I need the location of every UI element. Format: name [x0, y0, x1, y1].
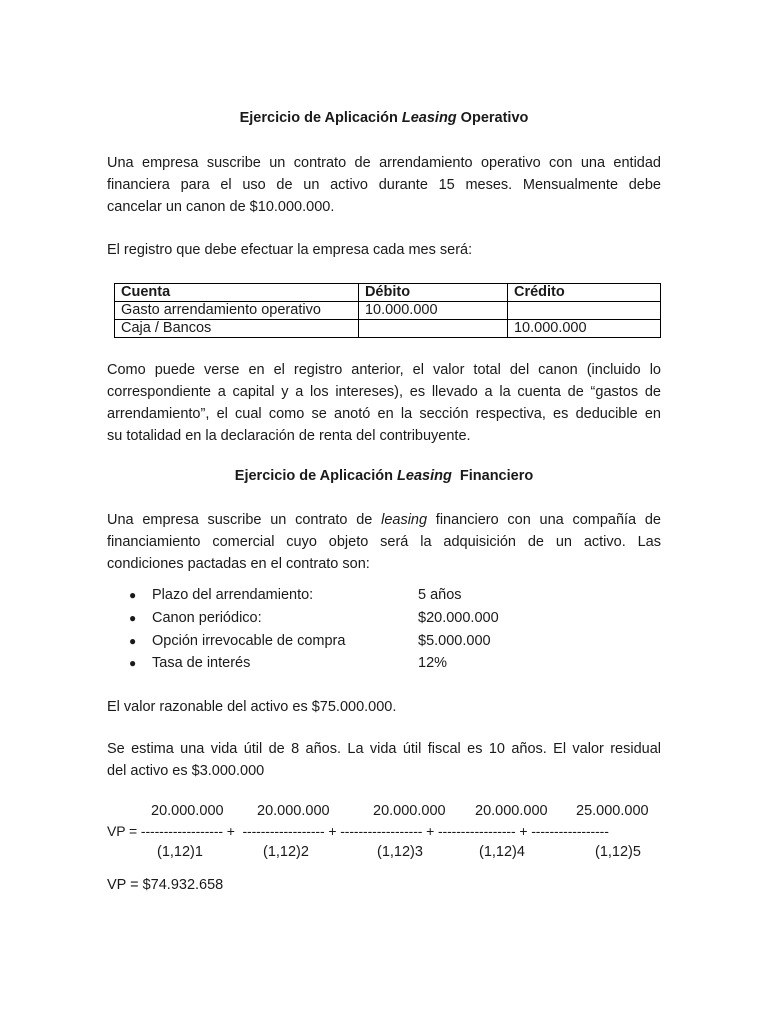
vp-result: VP = $74.932.658: [107, 877, 224, 893]
section2-title: Ejercicio de Aplicación Leasing Financiero: [234, 468, 534, 484]
table-cell: [507, 302, 660, 320]
table-cell: 10.000.000: [358, 302, 507, 320]
vp-denominator: (1,12)5: [595, 844, 641, 860]
vp-denominator: (1,12)4: [479, 844, 525, 860]
section1-paragraph-2: El registro que debe efectuar la empresa cada mes será:: [107, 242, 473, 258]
section1-paragraph-1: Una empresa suscribe un contrato de arrendamiento operativo con una entidad financiera para el uso de un activo durante 15 meses. Mensualmente debe cancelar un canon de $10.000.000.: [107, 155, 661, 215]
vp-denominator: (1,12)1: [157, 844, 203, 860]
section1-paragraph-3: Como puede verse en el registro anterior, el valor total del canon (incluido lo correspondiente a capital y a los intereses), es llevado a la cuenta de “gastos de arrendamiento”, el cual como se anotó en la sección respectiva, es deducible en su totalidad en la declaración de renta del contribuyente.: [107, 362, 661, 444]
table-header-cuenta: Cuenta: [115, 284, 359, 302]
table-cell: 10.000.000: [507, 320, 660, 338]
bullet-icon: ●: [129, 588, 137, 602]
table-header-row: [115, 284, 661, 302]
table-row: [115, 320, 661, 338]
vp-numerator: 20.000.000: [257, 803, 330, 819]
table-cell: Gasto arrendamiento operativo: [115, 302, 359, 320]
section1-title: Ejercicio de Aplicación Leasing Operativo: [239, 110, 529, 126]
table-header-debito: Débito: [358, 284, 507, 302]
fair-value-text: El valor razonable del activo es $75.000.000.: [107, 699, 397, 715]
vp-numerator: 20.000.000: [373, 803, 446, 819]
bullet-icon: ●: [129, 611, 137, 625]
vp-denominator: (1,12)3: [377, 844, 423, 860]
leasing-italic: leasing: [381, 512, 428, 528]
bullet-icon: ●: [129, 656, 137, 670]
vp-numerator: 20.000.000: [151, 803, 224, 819]
table-header-credito: Crédito: [507, 284, 660, 302]
table-cell: [358, 320, 507, 338]
vp-numerator: 25.000.000: [576, 803, 649, 819]
vp-numerator: 20.000.000: [475, 803, 548, 819]
bullet-icon: ●: [129, 634, 137, 648]
vp-fraction-line: VP = ------------------ + ------------------ + ------------------ + ----------------- + -----------------: [107, 823, 609, 839]
table-row: [115, 302, 661, 320]
section2-paragraph-1: Una empresa suscribe un contrato de leasing financiero con una compañía de financiamiento comercial cuyo objeto será la adquisición de un activo. Las condiciones pactadas en el contrato son:: [107, 512, 661, 572]
section2-title-italic: Leasing: [397, 468, 452, 484]
section1-title-italic: Leasing: [401, 110, 457, 126]
table-cell: Caja / Bancos: [115, 320, 359, 338]
useful-life-paragraph: Se estima una vida útil de 8 años. La vida útil fiscal es 10 años. El valor residual del activo es $3.000.000: [107, 741, 661, 779]
vp-denominator: (1,12)2: [263, 844, 309, 860]
register-table: [114, 283, 661, 338]
